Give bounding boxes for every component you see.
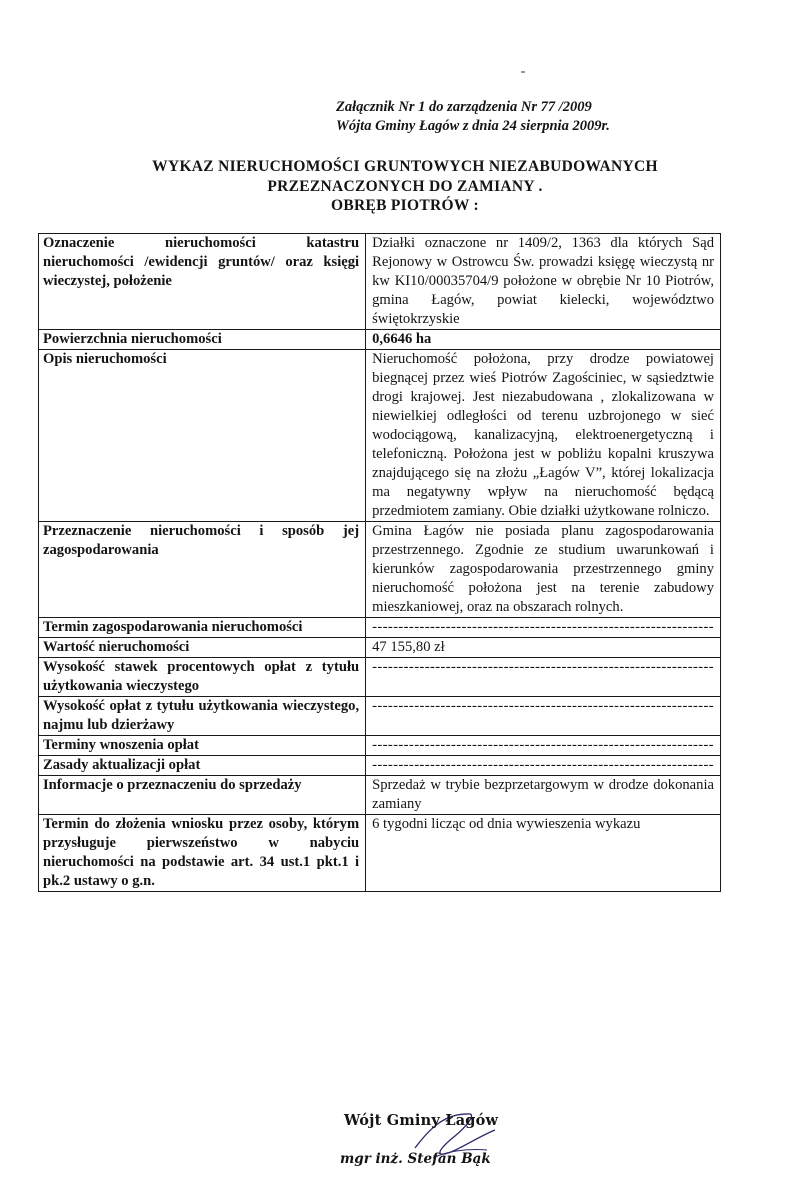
row-value: Nieruchomość położona, przy drodze powiatowej biegnącej przez wieś Piotrów Zagościniec, w sąsiedztwie drogi krajowej. Jest niezabudowana , zlokalizowana w niewielkiej odległości od terenu uzbrojonego w sieć wodociągową, kanalizacyjną, elektroenergetyczną i telefoniczną. Położona jest w pobliżu kopalni kruszywa znajdującego się na złożu „Łagów V”, której lokalizacja ma negatywny wpływ na nieruchomość będącą przedmiotem zamiany. Obie działki użytkowane rolniczo. [366,350,721,522]
table-row [39,658,721,697]
document-title [60,157,750,216]
title-line-3: OBRĘB PIOTRÓW : [330,197,480,214]
row-value-cell [366,618,721,638]
row-label: Termin zagospodarowania nieruchomości [39,618,366,638]
row-label: Wysokość opłat z tytułu użytkowania wieczystego, najmu lub dzierżawy [39,697,366,736]
row-label: Przeznaczenie nieruchomości i sposób jej zagospodarowania [39,522,366,618]
row-label: Opis nieruchomości [39,350,366,522]
attachment-line-1: Załącznik Nr 1 do zarządzenia Nr 77 /2009 [336,99,592,115]
signature-title: Wójt Gminy Łagów [344,1112,499,1129]
row-label: Terminy wnoszenia opłat [39,736,366,756]
row-value: ----------------------------------------------------------------- [372,757,714,773]
row-value: 47 155,80 zł [366,638,721,658]
row-value: ----------------------------------------------------------------- [372,737,714,753]
row-value: Gmina Łagów nie posiada planu zagospodarowania przestrzennego. Zgodnie ze studium uwarunkowań i kierunków zagospodarowania przestrzennego gminy nieruchomość położona jest na terenie zabudowy mieszkaniowej, oraz na obszarach rolnych. [366,522,721,618]
table-row [39,618,721,638]
table-row [39,756,721,776]
signature-name: mgr inż. Stefan Bąk [340,1151,491,1167]
title-line-2: PRZEZNACZONYCH DO ZAMIANY . [267,177,543,195]
row-label: Wysokość stawek procentowych opłat z tytułu użytkowania wieczystego [39,658,366,697]
table-row [39,234,721,330]
row-label: Zasady aktualizacji opłat [39,756,366,776]
table-row [39,697,721,736]
row-value: ----------------------------------------------------------------- [372,619,714,635]
table-row [39,350,721,522]
row-value: ----------------------------------------------------------------- [372,698,714,714]
table-row [39,815,721,892]
title-line-1: WYKAZ NIERUCHOMOŚCI GRUNTOWYCH NIEZABUDOWANYCH [152,158,658,175]
row-value-cell [366,736,721,756]
row-value-cell [366,697,721,736]
table-row [39,638,721,658]
table-row [39,736,721,756]
row-label: Powierzchnia nieruchomości [39,330,366,350]
row-value: 0,6646 ha [366,330,721,350]
row-value: 6 tygodni licząc od dnia wywieszenia wykazu [366,815,721,892]
attachment-line-2: Wójta Gminy Łagów z dnia 24 sierpnia 2009r. [336,118,610,134]
table-row [39,522,721,618]
row-label: Termin do złożenia wniosku przez osoby, którym przysługuje pierwszeństwo w nabyciu nieruchomości na podstawie art. 34 ust.1 pkt.1 i pk.2 ustawy o g.n. [39,815,366,892]
row-label: Wartość nieruchomości [39,638,366,658]
row-value-cell [366,756,721,776]
row-value: ----------------------------------------------------------------- [372,659,714,675]
row-value: Działki oznaczone nr 1409/2, 1363 dla których Sąd Rejonowy w Ostrowcu Św. prowadzi księgę wieczystą nr kw KI10/00035704/9 położone w obrębie Nr 10 Piotrów, gmina Łagów, powiat kielecki, województwo świętokrzyskie [366,234,721,330]
attachment-header [336,98,696,136]
row-value-cell [366,658,721,697]
table-row [39,330,721,350]
row-value: Sprzedaż w trybie bezprzetargowym w drodze dokonania zamiany [366,776,721,815]
row-label: Informacje o przeznaczeniu do sprzedaży [39,776,366,815]
property-table [38,233,721,892]
row-label: Oznaczenie nieruchomości katastru nieruchomości /ewidencji gruntów/ oraz księgi wieczystej, położenie [39,234,366,330]
scan-speck [521,71,525,73]
table-row [39,776,721,815]
